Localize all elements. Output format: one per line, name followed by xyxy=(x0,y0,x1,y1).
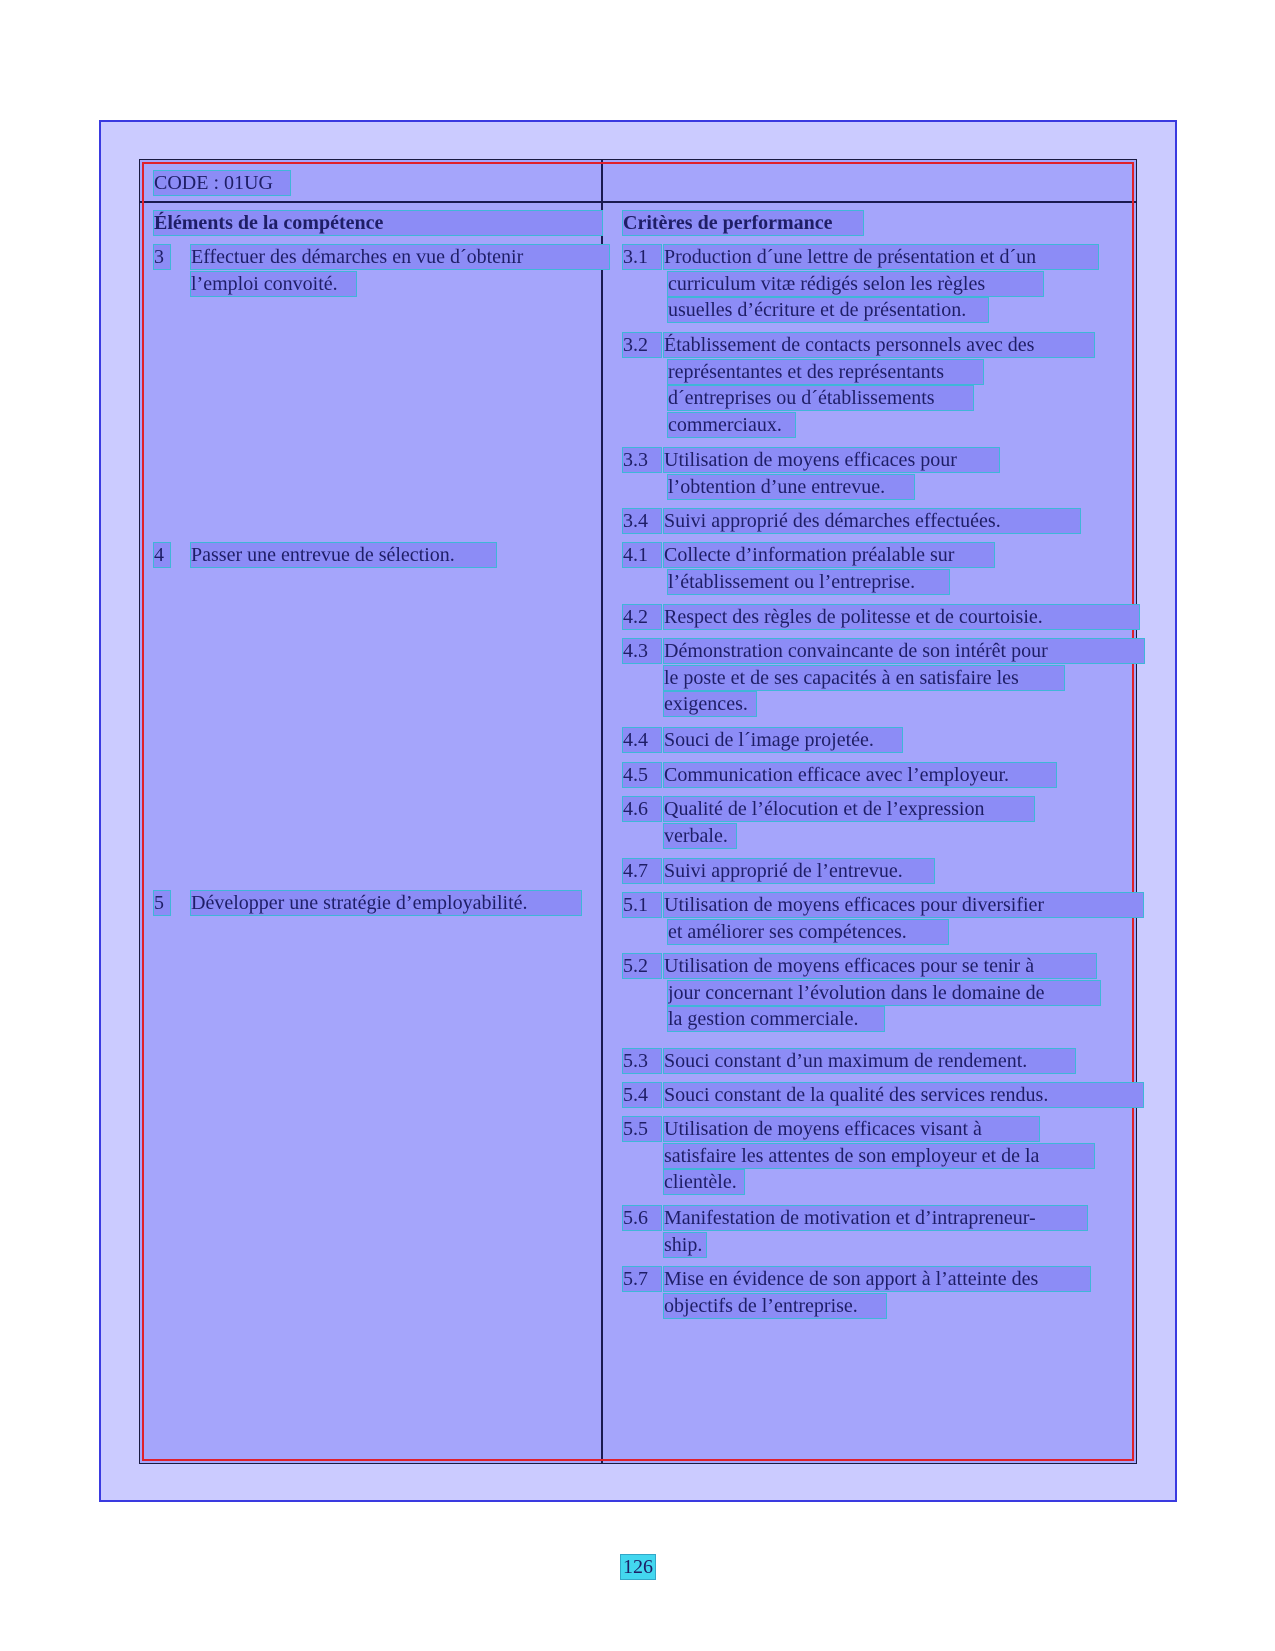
page-number: 126 xyxy=(623,1556,653,1578)
criterion-line: usuelles d’écriture et de présentation. xyxy=(668,298,988,322)
criterion-line: Souci de l´image projetée. xyxy=(664,728,902,752)
criterion-number: 5.6 xyxy=(623,1206,661,1230)
criterion-line: Suivi approprié des démarches effectuées. xyxy=(664,509,1080,533)
criterion-line: Utilisation de moyens efficaces pour xyxy=(664,448,999,472)
criterion-line: satisfaire les attentes de son employeur et de la xyxy=(664,1144,1094,1168)
criterion-line: Utilisation de moyens efficaces pour diversifier xyxy=(664,893,1143,917)
criterion-line: l’établissement ou l’entreprise. xyxy=(668,570,949,594)
code-label: CODE : 01UG xyxy=(154,171,290,195)
criterion-line: curriculum vitæ rédigés selon les règles xyxy=(668,272,1043,296)
criterion-number: 3.4 xyxy=(623,509,661,533)
left-column-header: Éléments de la compétence xyxy=(154,211,602,235)
element-number: 4 xyxy=(154,543,170,567)
criterion-line: objectifs de l’entreprise. xyxy=(664,1294,886,1318)
element-number: 5 xyxy=(154,891,170,915)
column-divider xyxy=(601,160,603,1463)
criterion-line: Manifestation de motivation et d’intrapreneur- xyxy=(664,1206,1087,1230)
criterion-line: la gestion commerciale. xyxy=(668,1007,884,1031)
criterion-number: 4.2 xyxy=(623,605,661,629)
criterion-line: Utilisation de moyens efficaces visant à xyxy=(664,1117,1039,1141)
criterion-line: Respect des règles de politesse et de courtoisie. xyxy=(664,605,1139,629)
criterion-line: l’obtention d’une entrevue. xyxy=(668,475,914,499)
criterion-line: commerciaux. xyxy=(668,413,795,437)
criterion-line: et améliorer ses compétences. xyxy=(668,920,948,944)
criterion-line: Collecte d’information préalable sur xyxy=(664,543,994,567)
criterion-line: Production d´une lettre de présentation et d´un xyxy=(664,245,1098,269)
criterion-number: 4.5 xyxy=(623,763,661,787)
element-line: Développer une stratégie d’employabilité. xyxy=(191,891,581,915)
criterion-number: 5.4 xyxy=(623,1083,661,1107)
criterion-number: 3.3 xyxy=(623,448,661,472)
criterion-number: 5.1 xyxy=(623,893,661,917)
criterion-line: ship. xyxy=(664,1233,706,1257)
criterion-line: Démonstration convaincante de son intérêt pour xyxy=(664,639,1144,663)
element-line: l’emploi convoité. xyxy=(191,272,356,296)
criterion-number: 4.7 xyxy=(623,859,661,883)
criterion-line: verbale. xyxy=(664,824,736,848)
criterion-line: Souci constant de la qualité des services rendus. xyxy=(664,1083,1143,1107)
criterion-line: Suivi approprié de l’entrevue. xyxy=(664,859,934,883)
criterion-number: 4.6 xyxy=(623,797,661,821)
criterion-line: Communication efficace avec l’employeur. xyxy=(664,763,1056,787)
criterion-line: clientèle. xyxy=(664,1170,744,1194)
criterion-number: 5.7 xyxy=(623,1267,661,1291)
header-divider xyxy=(140,201,1136,203)
criterion-line: Utilisation de moyens efficaces pour se tenir à xyxy=(664,954,1096,978)
right-column-header: Critères de performance xyxy=(623,211,863,235)
criterion-line: Mise en évidence de son apport à l’atteinte des xyxy=(664,1267,1090,1291)
criterion-line: Qualité de l’élocution et de l’expression xyxy=(664,797,1034,821)
criterion-line: exigences. xyxy=(664,692,756,716)
element-line: Passer une entrevue de sélection. xyxy=(191,543,496,567)
criterion-line: Souci constant d’un maximum de rendement. xyxy=(664,1049,1075,1073)
criterion-number: 3.2 xyxy=(623,333,661,357)
criterion-number: 4.1 xyxy=(623,543,661,567)
criterion-line: le poste et de ses capacités à en satisfaire les xyxy=(664,666,1064,690)
criterion-number: 5.3 xyxy=(623,1049,661,1073)
criterion-line: Établissement de contacts personnels avec des xyxy=(664,333,1094,357)
criterion-number: 4.4 xyxy=(623,728,661,752)
criterion-number: 4.3 xyxy=(623,639,661,663)
criterion-line: d´entreprises ou d´établissements xyxy=(668,386,973,410)
element-line: Effectuer des démarches en vue d´obtenir xyxy=(191,245,609,269)
criterion-number: 3.1 xyxy=(623,245,661,269)
element-number: 3 xyxy=(154,245,170,269)
criterion-line: jour concernant l’évolution dans le domaine de xyxy=(668,981,1100,1005)
criterion-number: 5.2 xyxy=(623,954,661,978)
criterion-number: 5.5 xyxy=(623,1117,661,1141)
criterion-line: représentantes et des représentants xyxy=(668,360,983,384)
